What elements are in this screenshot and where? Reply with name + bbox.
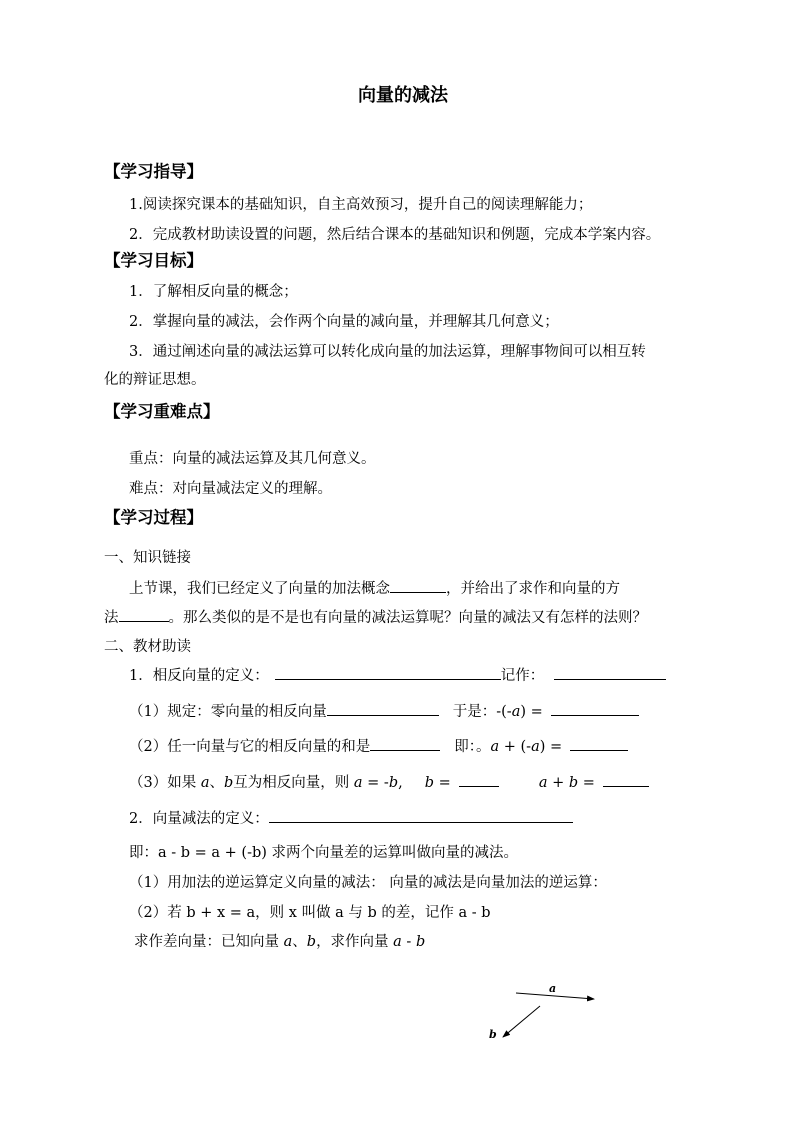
q1-line: 1．相反向量的定义： 记作：	[129, 665, 666, 686]
blank-line[interactable]	[551, 701, 639, 716]
definition-line: 即：a - b = a + (-b) 求两个向量差的运算叫做向量的减法。	[129, 845, 519, 861]
q1-sub1: （1）规定：零向量的相反向量 于是：-(-a) =	[129, 701, 639, 722]
q2-line: 2．向量减法的定义：	[129, 808, 573, 829]
vector-b-arrow	[503, 1006, 540, 1037]
part1-title: 一、知识链接	[104, 550, 191, 566]
blank-line[interactable]	[370, 736, 440, 751]
guidance-item: 2．完成教材助读设置的问题，然后结合课本的基础知识和例题，完成本学案内容。	[129, 227, 661, 243]
vector-b-label: b	[489, 1028, 497, 1041]
vector-figure	[470, 975, 610, 1055]
blank-line[interactable]	[269, 808, 573, 823]
blank-line[interactable]	[119, 607, 169, 622]
guidance-heading: 【学习指导】	[104, 162, 203, 181]
part1-line1: 上节课，我们已经定义了向量的加法概念 ，并给出了求作和向量的方	[129, 578, 620, 599]
difficulty-text: 难点：对向量减法定义的理解。	[129, 481, 332, 497]
blank-line[interactable]	[554, 665, 666, 680]
process-heading: 【学习过程】	[104, 508, 203, 527]
page-title: 向量的减法	[358, 85, 448, 106]
blank-line[interactable]	[603, 772, 649, 787]
vector-a-label: a	[549, 982, 557, 995]
method2-line: （2）若 b + x = a，则 x 叫做 a 与 b 的差，记作 a - b	[129, 905, 491, 921]
construct-line: 求作差向量：已知向量 a、b，求作向量 a - b	[134, 934, 426, 950]
method1-line: （1）用加法的逆运算定义向量的减法： 向量的减法是向量加法的逆运算：	[129, 875, 607, 891]
part2-title: 二、教材助读	[104, 639, 191, 655]
goal-item-continued: 化的辩证思想。	[104, 372, 206, 388]
blank-line[interactable]	[327, 701, 439, 716]
blank-line[interactable]	[390, 578, 446, 593]
q1-sub2: （2）任一向量与它的相反向量的和是 即：。a + (-a) =	[129, 736, 628, 757]
q1-sub3: （3）如果 a、b互为相反向量，则 a = -b, b = a + b =	[129, 772, 649, 793]
goal-item: 2．掌握向量的减法，会作两个向量的减向量，并理解其几何意义；	[129, 314, 559, 330]
blank-line[interactable]	[570, 736, 628, 751]
blank-line[interactable]	[275, 665, 501, 680]
goal-item: 3．通过阐述向量的减法运算可以转化成向量的加法运算，理解事物间可以相互转	[129, 344, 646, 360]
guidance-item: 1.阅读探究课本的基础知识，自主高效预习，提升自己的阅读理解能力；	[129, 197, 593, 213]
focus-text: 重点：向量的减法运算及其几何意义。	[129, 451, 376, 467]
keypoints-heading: 【学习重难点】	[104, 402, 220, 421]
blank-line[interactable]	[459, 772, 499, 787]
part1-line2: 法 。那么类似的是不是也有向量的减法运算呢？向量的减法又有怎样的法则？	[104, 607, 647, 628]
goal-item: 1．了解相反向量的概念；	[129, 284, 298, 300]
goals-heading: 【学习目标】	[104, 251, 203, 270]
